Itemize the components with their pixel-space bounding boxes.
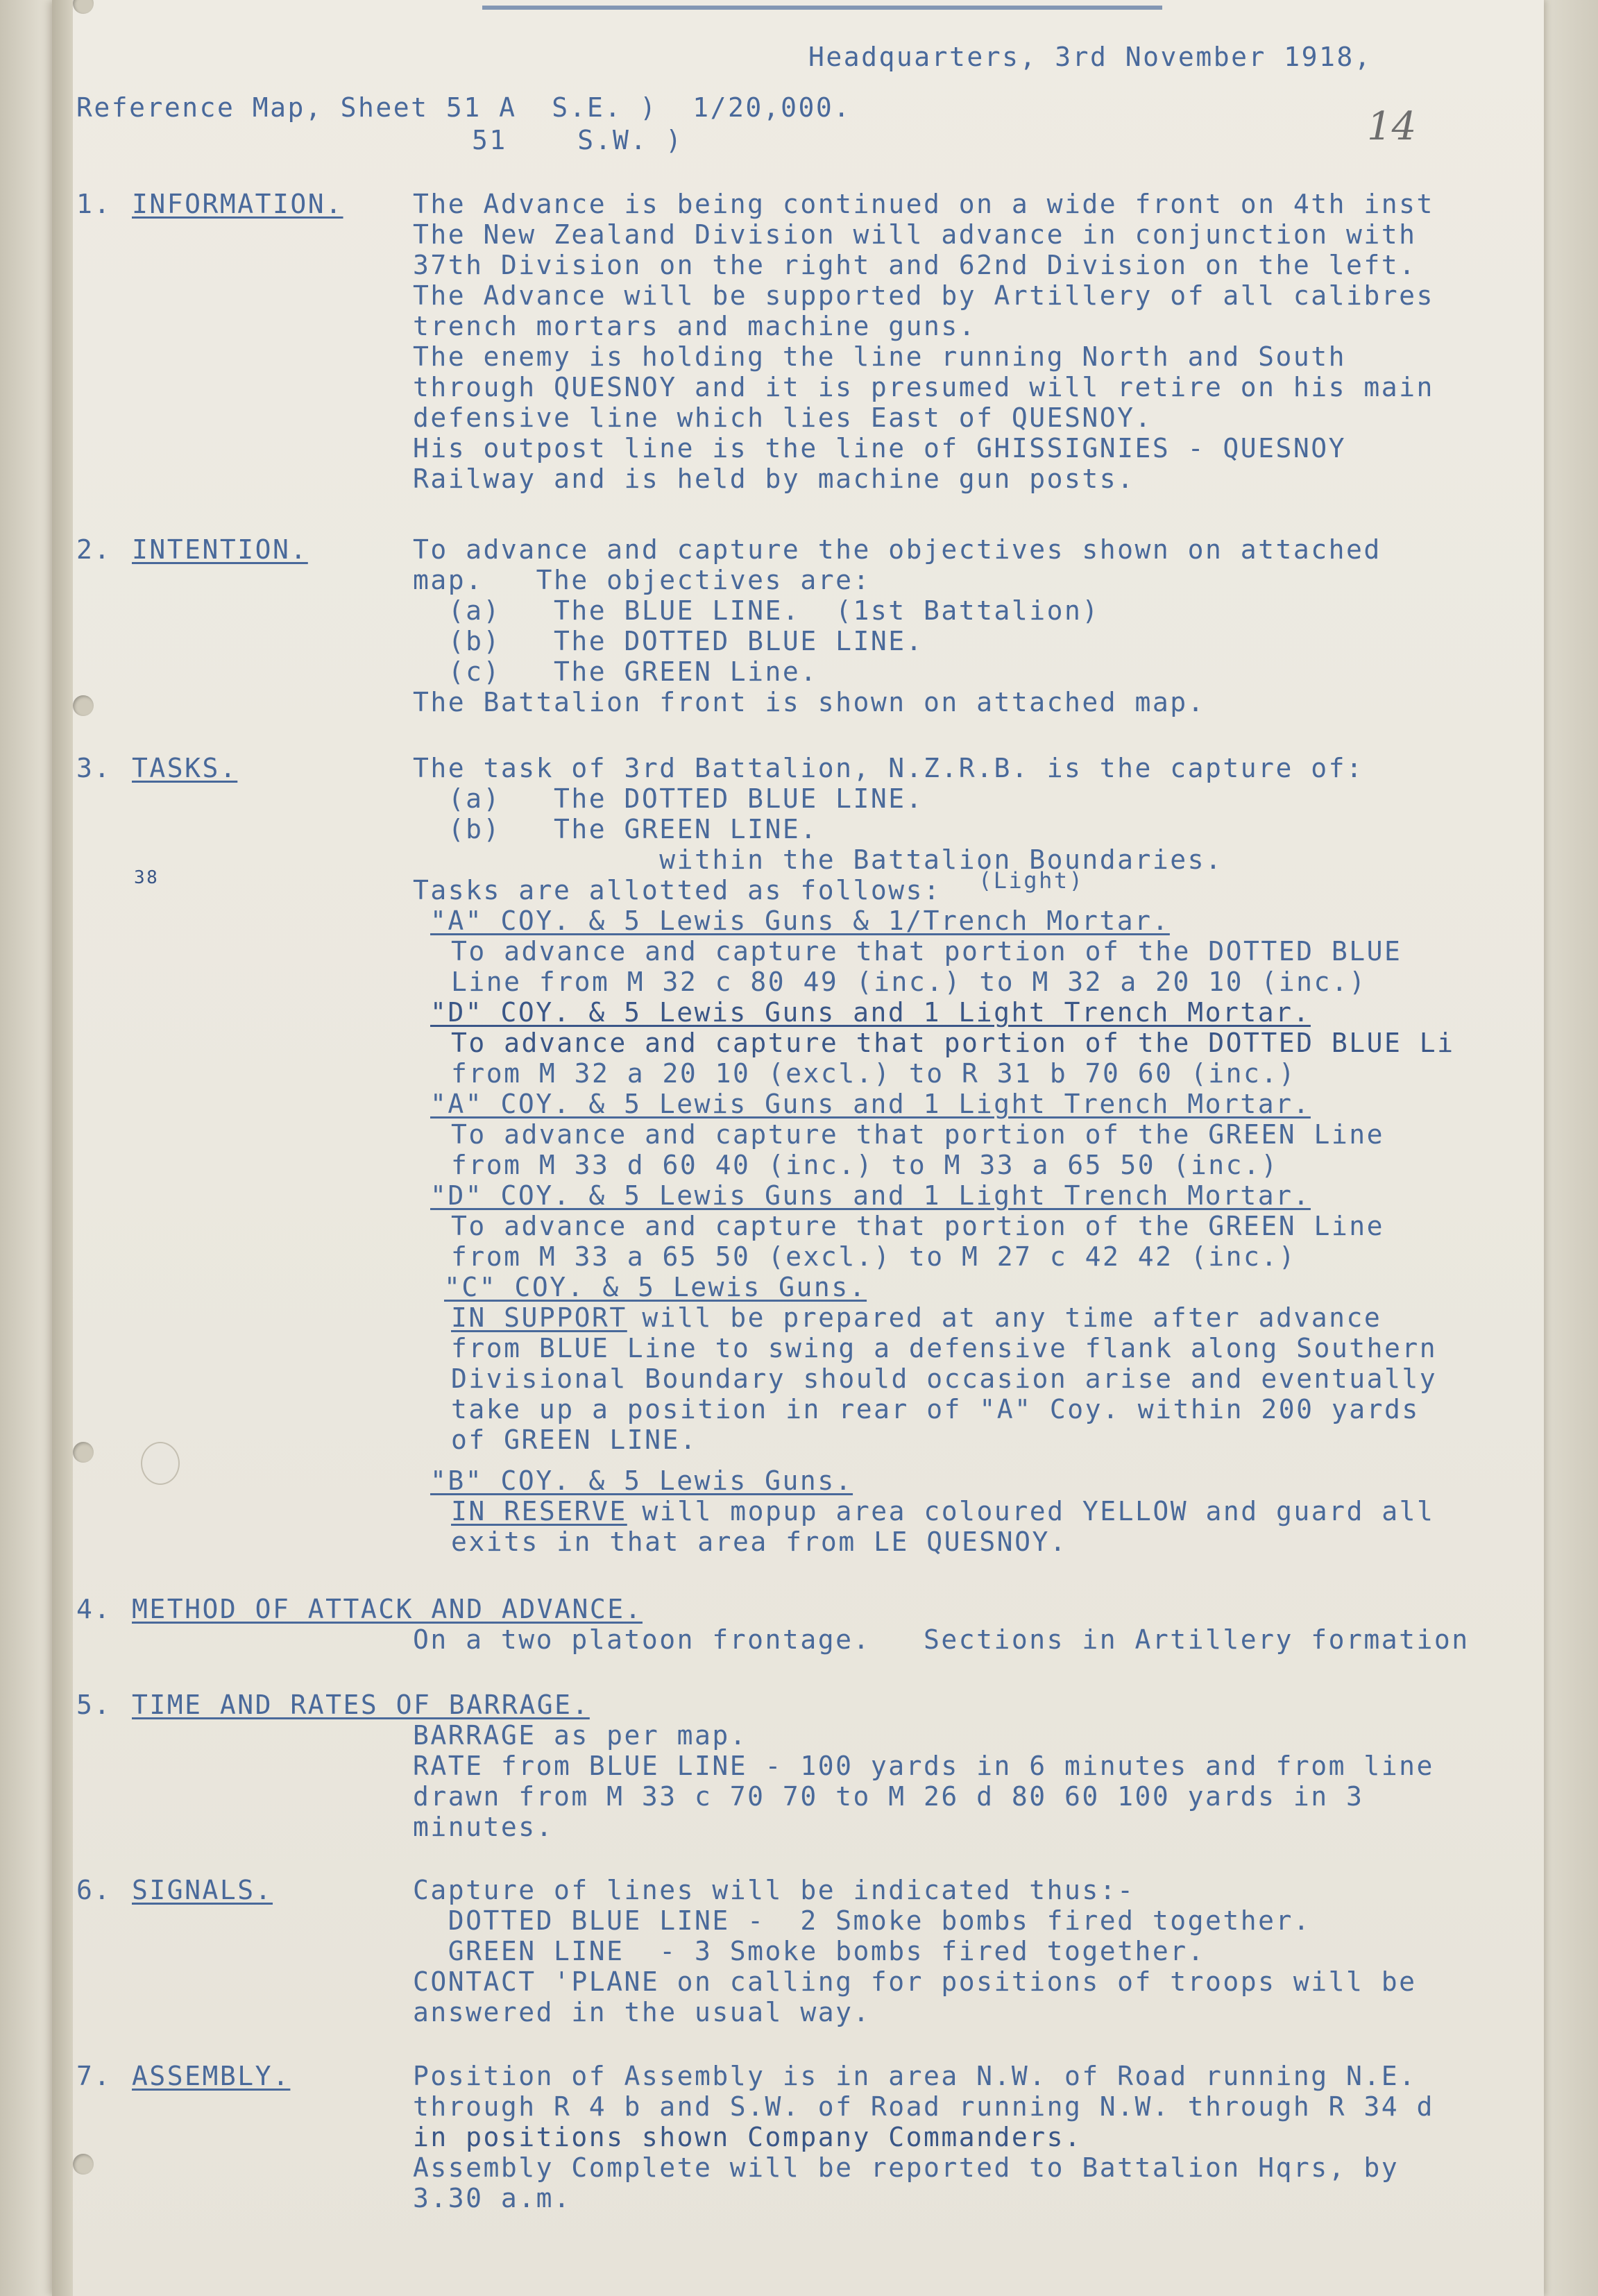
info-line: defensive line which lies East of QUESNOY. [413, 402, 1153, 433]
intention-line: To advance and capture the objectives shown on attached [413, 534, 1382, 565]
c-coy-line: take up a position in rear of "A" Coy. within 200 yards [451, 1394, 1420, 1425]
info-line: The enemy is holding the line running North and South [413, 341, 1347, 372]
b-coy-line: will mopup area coloured YELLOW and guard all [624, 1496, 1435, 1527]
section-heading-information: INFORMATION. [132, 189, 343, 219]
intention-line: The Battalion front is shown on attached map. [413, 687, 1206, 717]
tasks-line: The task of 3rd Battalion, N.Z.R.B. is the capture of: [413, 753, 1364, 783]
info-line: The Advance is being continued on a wide front on 4th inst [413, 189, 1434, 219]
info-line: The Advance will be supported by Artillery of all calibres [413, 280, 1434, 311]
intention-line: (a) The BLUE LINE. (1st Battalion) [413, 595, 1100, 626]
section-heading-tasks: TASKS. [132, 753, 238, 783]
barrage-line: RATE from BLUE LINE - 100 yards in 6 minutes and from line [413, 1751, 1434, 1781]
margin-note: 38 [134, 867, 160, 888]
a-coy-2-heading: "A" COY. & 5 Lewis Guns and 1 Light Trench Mortar. [430, 1089, 1311, 1119]
b-coy-heading: "B" COY. & 5 Lewis Guns. [430, 1465, 853, 1496]
tasks-line: (a) The DOTTED BLUE LINE. [413, 783, 924, 814]
b-coy-line: exits in that area from LE QUESNOY. [451, 1527, 1068, 1557]
signals-line: answered in the usual way. [413, 1997, 871, 2027]
d-coy-line: To advance and capture that portion of the DOTTED BLUE Li [451, 1028, 1455, 1058]
info-line: His outpost line is the line of GHISSIGNIES - QUESNOY [413, 433, 1347, 464]
section-heading-signals: SIGNALS. [132, 1875, 273, 1905]
signals-line: GREEN LINE - 3 Smoke bombs fired together. [413, 1936, 1206, 1966]
c-coy-support: IN SUPPORT [451, 1302, 627, 1333]
a-coy-line: To advance and capture that portion of the DOTTED BLUE [451, 936, 1402, 967]
document-sheet [52, 0, 1544, 2296]
a-coy-heading: "A" COY. & 5 Lewis Guns & 1/Trench Mortar. [430, 905, 1170, 936]
info-line: 37th Division on the right and 62nd Division on the left. [413, 250, 1417, 280]
intention-line: (b) The DOTTED BLUE LINE. [413, 626, 924, 656]
signals-line: Capture of lines will be indicated thus:- [413, 1875, 1135, 1905]
section-number: 5. [76, 1690, 112, 1720]
insert-light: (Light) [978, 867, 1085, 894]
d-coy-2-line: from M 33 a 65 50 (excl.) to M 27 c 42 42 (inc.) [451, 1241, 1297, 1272]
c-coy-line: of GREEN LINE. [451, 1425, 698, 1455]
assembly-line: 3.30 a.m. [413, 2183, 572, 2213]
page-number: 14 [1367, 104, 1417, 149]
c-coy-heading: "C" COY. & 5 Lewis Guns. [444, 1272, 867, 1302]
date-line: Headquarters, 3rd November 1918, [808, 42, 1372, 72]
signals-line: DOTTED BLUE LINE - 2 Smoke bombs fired together. [413, 1905, 1311, 1936]
section-number: 3. [76, 753, 112, 783]
section-heading-assembly: ASSEMBLY. [132, 2061, 291, 2091]
barrage-line: drawn from M 33 c 70 70 to M 26 d 80 60 100 yards in 3 [413, 1781, 1364, 1812]
c-coy-line: from BLUE Line to swing a defensive flank along Southern [451, 1333, 1438, 1363]
section-number: 7. [76, 2061, 112, 2091]
d-coy-2-heading: "D" COY. & 5 Lewis Guns and 1 Light Trench Mortar. [430, 1180, 1311, 1211]
tasks-line: within the Battalion Boundaries. [413, 844, 1223, 875]
assembly-line: Position of Assembly is in area N.W. of Road running N.E. [413, 2061, 1417, 2091]
barrage-line: BARRAGE as per map. [413, 1720, 748, 1751]
punch-hole [73, 0, 94, 14]
d-coy-2-line: To advance and capture that portion of the GREEN Line [451, 1211, 1385, 1241]
c-coy-line: will be prepared at any time after advance [624, 1302, 1382, 1333]
section-number: 6. [76, 1875, 112, 1905]
intention-line: (c) The GREEN Line. [413, 656, 818, 687]
tasks-line: (b) The GREEN LINE. [413, 814, 818, 844]
signals-line: CONTACT 'PLANE on calling for positions of troops will be [413, 1966, 1417, 1997]
section-number: 2. [76, 534, 112, 565]
tasks-line: Tasks are allotted as follows: [413, 875, 942, 905]
info-line: through QUESNOY and it is presumed will retire on his main [413, 372, 1434, 402]
punch-hole [73, 2154, 94, 2175]
d-coy-line: from M 32 a 20 10 (excl.) to R 31 b 70 60 (inc.) [451, 1058, 1297, 1089]
barrage-line: minutes. [413, 1812, 554, 1842]
a-coy-2-line: To advance and capture that portion of the GREEN Line [451, 1119, 1385, 1150]
section-heading-method: METHOD OF ATTACK AND ADVANCE. [132, 1594, 643, 1624]
section-number: 1. [76, 189, 112, 219]
section-number: 4. [76, 1594, 112, 1624]
a-coy-line: Line from M 32 c 80 49 (inc.) to M 32 a 20 10 (inc.) [451, 967, 1367, 997]
method-line: On a two platoon frontage. Sections in Artillery formation [413, 1624, 1470, 1655]
section-heading-barrage: TIME AND RATES OF BARRAGE. [132, 1690, 590, 1720]
assembly-line: Assembly Complete will be reported to Battalion Hqrs, by [413, 2152, 1400, 2183]
punch-hole [73, 1442, 94, 1463]
info-line: trench mortars and machine guns. [413, 311, 977, 341]
assembly-line: through R 4 b and S.W. of Road running N.W. through R 34 d [413, 2091, 1434, 2122]
b-coy-reserve: IN RESERVE [451, 1496, 627, 1527]
sheet-edge [52, 0, 73, 2296]
info-line: The New Zealand Division will advance in conjunction with [413, 219, 1417, 250]
cropped-title-line [482, 0, 1162, 10]
intention-line: map. The objectives are: [413, 565, 871, 595]
reference-line-2: 51 S.W. ) [472, 125, 683, 155]
punch-hole [73, 695, 94, 716]
info-line: Railway and is held by machine gun posts. [413, 464, 1135, 494]
section-heading-intention: INTENTION. [132, 534, 308, 565]
reference-line: Reference Map, Sheet 51 A S.E. ) 1/20,000. [76, 92, 851, 123]
assembly-line: in positions shown Company Commanders. [413, 2122, 1082, 2152]
punch-hole-reinforced [141, 1442, 180, 1485]
a-coy-2-line: from M 33 d 60 40 (inc.) to M 33 a 65 50 (inc.) [451, 1150, 1279, 1180]
d-coy-heading: "D" COY. & 5 Lewis Guns and 1 Light Trench Mortar. [430, 997, 1311, 1028]
c-coy-line: Divisional Boundary should occasion arise and eventually [451, 1363, 1438, 1394]
